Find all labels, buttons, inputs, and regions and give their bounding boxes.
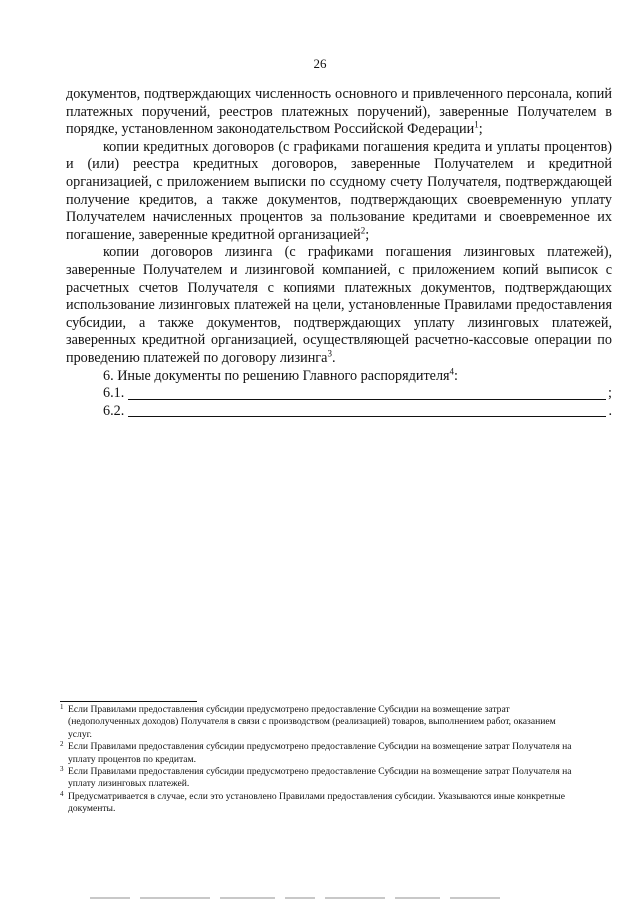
paragraph-leasing <box>66 244 612 367</box>
footnote: 3 Если Правилами предоставления субсидии предусмотрено предоставление Субсидии на возмещение затрат Получателя на уплату лизинговых платежей. <box>60 765 572 790</box>
footnote: 2 Если Правилами предоставления субсидии предусмотрено предоставление Субсидии на возмещение затрат Получателя на уплату процентов по кредитам. <box>60 740 572 765</box>
footnotes <box>60 704 572 816</box>
paragraph-tail: . <box>331 349 336 366</box>
paragraph-tail: : <box>454 367 458 384</box>
fill-in-line <box>128 403 606 417</box>
footnote-text: Если Правилами предоставления субсидии предусмотрено предоставление Субсидии на возмещение затрат Получателя на уплату лизинговых платежей. <box>68 766 572 790</box>
paragraph-text: копии кредитных договоров (с графиками погашения кредита и уплаты процентов) и (или) реестра кредитных договоров, заверенные Получателем и кредитной организацией, с приложением выписки по ссудному счету Получателя, подтверждающей получение кредитов, а также документов, подтверждающих своевременную уплату Получателем начисленных процентов за пользование кредитами и своевременное их погашение, заверенные кредитной организацией <box>66 138 612 243</box>
footnote: 1 Если Правилами предоставления субсидии предусмотрено предоставление Субсидии на возмещение затрат (недополученных доходов) Получателя в связи с производством (реализацией) товаров, выполнением работ, оказанием услуг. <box>60 704 572 741</box>
paragraph-text: копии договоров лизинга (с графиками погашения лизинговых платежей), заверенные Получателем и лизинговой компанией, с приложением копий выписок с расчетных счетов Получателя с копиями платежных документов, подтверждающих использование лизинговых платежей на цели, установленные Правилами предоставления субсидии, а также документов, подтверждающих уплату лизинговых платежей, заверенных кредитной организацией, осуществляющей расчетно-кассовые операции по проведению платежей по договору лизинга <box>66 244 612 366</box>
footnote-ref: 4 <box>449 365 455 376</box>
paragraph-text: документов, подтверждающих численность основного и привлеченного персонала, копий платежных поручений, реестров платежных поручений), заверенные Получателем в порядке, установленном законодательством Российской Федерации <box>66 86 612 138</box>
page-number: 26 <box>313 56 327 71</box>
scan-artifact <box>90 897 550 901</box>
footnote-divider <box>60 701 197 702</box>
footnote-text: Если Правилами предоставления субсидии предусмотрено предоставление Субсидии на возмещение затрат Получателя на уплату процентов по кредитам. <box>68 741 572 765</box>
paragraph-continuation <box>66 86 612 139</box>
paragraph-tail: ; <box>478 121 483 138</box>
footnote-ref: 3 <box>327 348 332 359</box>
footnote: 4 Предусматривается в случае, если это установлено Правилами предоставления субсидии. Указываются иные конкретные документы. <box>60 791 572 816</box>
list-item <box>66 385 612 403</box>
footnote-ref: 2 <box>360 225 366 236</box>
body-text <box>66 86 612 420</box>
paragraph-other-docs <box>66 365 612 386</box>
footnote-text: Предусматривается в случае, если это установлено Правилами предоставления субсидии. Указываются иные конкретные документы. <box>68 790 565 815</box>
item-label: 6.1. <box>103 385 125 402</box>
list-item <box>66 403 612 421</box>
item-end: . <box>608 402 612 419</box>
item-end: ; <box>608 385 612 402</box>
paragraph-text: 6. Иные документы по решению Главного распорядителя <box>103 367 450 384</box>
paragraph-tail: ; <box>365 226 370 243</box>
item-label: 6.2. <box>103 402 125 419</box>
fill-in-line <box>128 386 606 400</box>
footnote-text: Если Правилами предоставления субсидии предусмотрено предоставление Субсидии на возмещение затрат (недополученных доходов) Получателя в связи с производством (реализацией) товаров, выполнением работ, оказанием услуг. <box>68 704 556 740</box>
footnote-ref: 1 <box>474 119 479 130</box>
paragraph-credit <box>66 139 612 245</box>
